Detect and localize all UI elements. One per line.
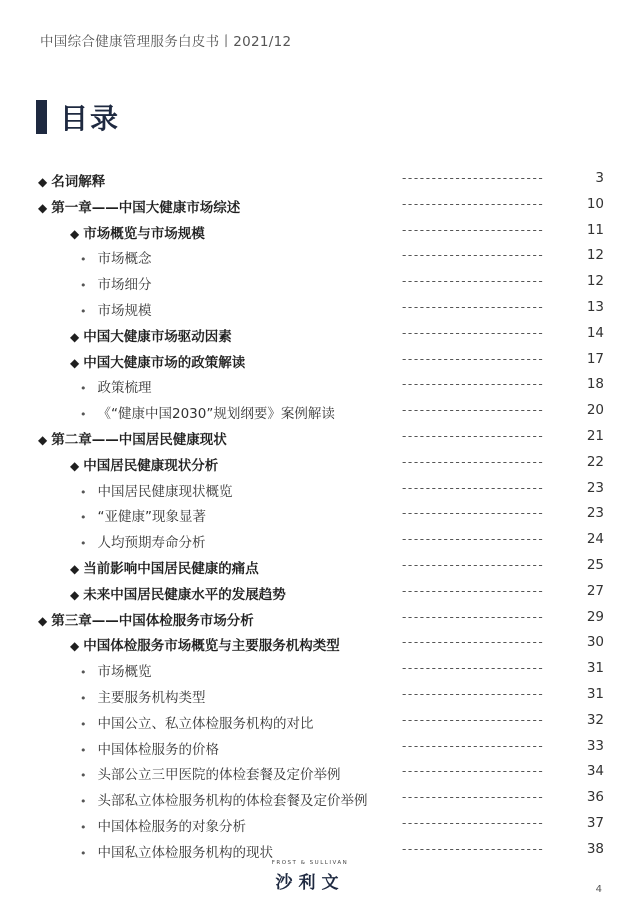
toc-entry[interactable] [0,193,640,219]
toc-page-number: 21 [586,427,604,444]
toc-leader-dashes: ------------------------ [402,325,545,340]
toc-entry[interactable] [0,502,640,528]
diamond-bullet-icon: ◆ [38,432,48,447]
bullet-dot-icon: • [80,537,87,551]
toc-entry-label [38,428,227,448]
toc-page-number: 10 [586,195,604,212]
toc-entry[interactable] [0,735,640,761]
toc-entry-text: “亚健康”现象显著 [97,509,206,526]
toc-page-number: 36 [586,789,604,806]
toc-page-number: 31 [586,685,604,702]
bullet-dot-icon: • [80,279,87,293]
bullet-dot-icon: • [80,691,87,705]
bullet-dot-icon: • [80,304,87,318]
toc-page-number: 11 [586,221,604,238]
toc-entry-text: 第三章——中国体检服务市场分析 [51,612,254,629]
toc-page-number: 38 [586,840,604,857]
table-of-contents [0,167,640,864]
bullet-dot-icon: • [80,743,87,757]
toc-leader-dashes: ------------------------ [402,738,545,753]
toc-page-number: 30 [586,634,604,651]
toc-entry-text: 人均预期寿命分析 [97,535,206,552]
frost-sullivan-logo [250,860,370,893]
toc-page-number: 33 [586,737,604,754]
toc-leader-dashes: ------------------------ [402,274,545,289]
toc-leader-dashes: ------------------------ [402,661,545,676]
toc-entry-label [38,609,254,629]
toc-leader-dashes: ------------------------ [402,532,545,547]
toc-entry-label [70,222,205,242]
bullet-dot-icon: • [80,769,87,783]
toc-entry[interactable] [0,270,640,296]
toc-page-number: 3 [595,170,604,186]
toc-entry-label [70,557,259,577]
toc-entry[interactable] [0,786,640,812]
toc-entry-label [80,660,152,680]
toc-leader-dashes: ------------------------ [402,815,545,830]
toc-entry-text: 《“健康中国2030”规划纲要》案例解读 [97,406,335,423]
page-title: 目录 [60,102,121,135]
toc-entry-text: 名词解释 [51,174,106,190]
toc-page-number: 34 [586,763,604,780]
toc-entry-text: 当前影响中国居民健康的痛点 [83,560,259,577]
toc-entry-text: 未来中国居民健康水平的发展趋势 [83,586,286,603]
toc-entry[interactable] [0,580,640,606]
toc-page-number: 29 [586,608,604,625]
toc-entry[interactable] [0,425,640,451]
toc-leader-dashes: ------------------------ [402,171,545,185]
toc-entry-text: 中国大健康市场驱动因素 [83,328,232,345]
toc-entry-text: 市场细分 [97,277,152,294]
bullet-dot-icon: • [80,666,87,680]
toc-entry-label [70,325,232,345]
toc-entry-label [70,583,286,603]
bullet-dot-icon: • [80,511,87,525]
toc-entry[interactable] [0,322,640,348]
toc-entry-label [80,686,206,706]
diamond-bullet-icon: ◆ [70,639,80,654]
toc-page-number: 14 [586,324,604,341]
toc-entry-label [80,402,335,422]
diamond-bullet-icon: ◆ [70,329,80,344]
toc-leader-dashes: ------------------------ [402,841,545,856]
toc-entry-text: 第一章——中国大健康市场综述 [51,199,241,216]
toc-page-number: 18 [586,376,604,393]
title-accent-bar [36,100,47,134]
toc-entry-label [80,376,152,396]
toc-page-number: 32 [586,711,604,728]
logo-subtitle: FROST & SULLIVAN [271,860,349,866]
toc-entry-label [80,531,206,551]
toc-entry-label [80,763,341,783]
toc-entry-text: 中国居民健康现状概览 [97,483,233,500]
toc-page-number: 24 [586,531,604,548]
toc-leader-dashes: ------------------------ [402,454,545,469]
toc-entry[interactable] [0,244,640,270]
toc-entry-label [80,712,314,732]
toc-page-number: 25 [586,556,604,573]
toc-entry[interactable] [0,631,640,657]
diamond-bullet-icon: ◆ [38,175,48,189]
diamond-bullet-icon: ◆ [70,561,80,576]
toc-entry-label [70,454,218,474]
toc-entry-text: 市场概览与市场规模 [83,225,205,242]
toc-page-number: 37 [586,814,604,831]
toc-page-number: 13 [586,298,604,315]
toc-entry-label [70,351,245,371]
document-header: 中国综合健康管理服务白皮书丨2021/12 [40,34,292,50]
toc-leader-dashes: ------------------------ [402,686,545,701]
toc-entry-label [80,789,368,809]
toc-entry-text: 主要服务机构类型 [97,689,206,706]
toc-entry-text: 中国私立体检服务机构的现状 [97,844,273,861]
toc-leader-dashes: ------------------------ [402,428,545,443]
toc-page-number: 27 [586,582,604,599]
toc-page-number: 23 [586,505,604,522]
toc-entry-text: 市场概念 [97,251,152,268]
toc-entry-text: 中国居民健康现状分析 [83,457,219,474]
toc-entry[interactable] [0,451,640,477]
diamond-bullet-icon: ◆ [38,613,48,628]
toc-entry-text: 中国体检服务市场概览与主要服务机构类型 [83,638,340,655]
toc-entry-label [80,841,273,861]
toc-entry[interactable] [0,219,640,245]
toc-leader-dashes: ------------------------ [402,712,545,727]
toc-leader-dashes: ------------------------ [402,377,545,392]
bullet-dot-icon: • [80,485,87,499]
toc-page-number: 22 [586,453,604,470]
toc-entry[interactable] [0,709,640,735]
toc-entry[interactable] [0,683,640,709]
toc-entry-label [80,299,152,319]
toc-entry[interactable] [0,528,640,554]
toc-leader-dashes: ------------------------ [402,196,545,211]
toc-entry-text: 中国体检服务的对象分析 [97,818,246,835]
toc-entry-text: 头部公立三甲医院的体检套餐及定价举例 [97,767,341,784]
toc-leader-dashes: ------------------------ [402,351,545,366]
toc-entry-text: 第二章——中国居民健康现状 [51,431,227,448]
bullet-dot-icon: • [80,846,87,860]
toc-page-number: 20 [586,402,604,419]
toc-entry[interactable] [0,296,640,322]
toc-entry-label [38,196,240,216]
toc-leader-dashes: ------------------------ [402,790,545,805]
bullet-dot-icon: • [80,717,87,731]
bullet-dot-icon: • [80,408,87,422]
toc-title-block [36,98,120,136]
toc-page-number: 23 [586,479,604,496]
toc-page-number: 12 [586,273,604,290]
toc-leader-dashes: ------------------------ [402,506,545,521]
toc-entry-text: 中国体检服务的价格 [97,741,219,758]
logo-wordmark: 沙利文 [275,873,345,893]
toc-entry[interactable] [0,399,640,425]
toc-entry-text: 中国公立、私立体检服务机构的对比 [97,715,314,732]
toc-entry-label [80,815,246,835]
toc-entry[interactable] [0,348,640,374]
toc-entry[interactable] [0,760,640,786]
toc-entry[interactable] [0,812,640,838]
toc-leader-dashes: ------------------------ [402,583,545,598]
bullet-dot-icon: • [80,795,87,809]
toc-leader-dashes: ------------------------ [402,403,545,418]
toc-entry-text: 头部私立体检服务机构的体检套餐及定价举例 [97,793,368,810]
toc-entry-text: 市场规模 [97,302,152,319]
toc-entry[interactable] [0,554,640,580]
toc-leader-dashes: ------------------------ [402,222,545,237]
toc-page-number: 12 [586,247,604,264]
diamond-bullet-icon: ◆ [70,355,80,370]
toc-entry-label [80,480,233,500]
toc-page-number: 17 [586,350,604,367]
bullet-dot-icon: • [80,820,87,834]
bullet-dot-icon: • [80,253,87,267]
toc-leader-dashes: ------------------------ [402,609,545,624]
toc-entry-text: 政策梳理 [97,380,152,397]
toc-page-number: 31 [586,660,604,677]
toc-entry[interactable] [0,657,640,683]
toc-entry-text: 中国大健康市场的政策解读 [83,354,246,371]
toc-entry-label [70,634,340,654]
toc-leader-dashes: ------------------------ [402,635,545,650]
toc-entry[interactable] [0,606,640,632]
toc-entry[interactable] [0,477,640,503]
toc-leader-dashes: ------------------------ [402,480,545,495]
toc-entry-label [80,505,206,525]
toc-leader-dashes: ------------------------ [402,299,545,314]
page-number: 4 [595,884,602,895]
diamond-bullet-icon: ◆ [70,458,80,473]
toc-entry[interactable] [0,373,640,399]
toc-leader-dashes: ------------------------ [402,764,545,779]
toc-entry-label [38,170,105,190]
diamond-bullet-icon: ◆ [70,226,80,241]
toc-entry[interactable] [0,167,640,193]
toc-entry-label [80,273,152,293]
toc-entry-text: 市场概览 [97,664,152,681]
toc-leader-dashes: ------------------------ [402,248,545,263]
toc-entry-label [80,738,219,758]
toc-entry-label [80,247,152,267]
bullet-dot-icon: • [80,382,87,396]
diamond-bullet-icon: ◆ [70,587,80,602]
diamond-bullet-icon: ◆ [38,200,48,215]
toc-leader-dashes: ------------------------ [402,557,545,572]
